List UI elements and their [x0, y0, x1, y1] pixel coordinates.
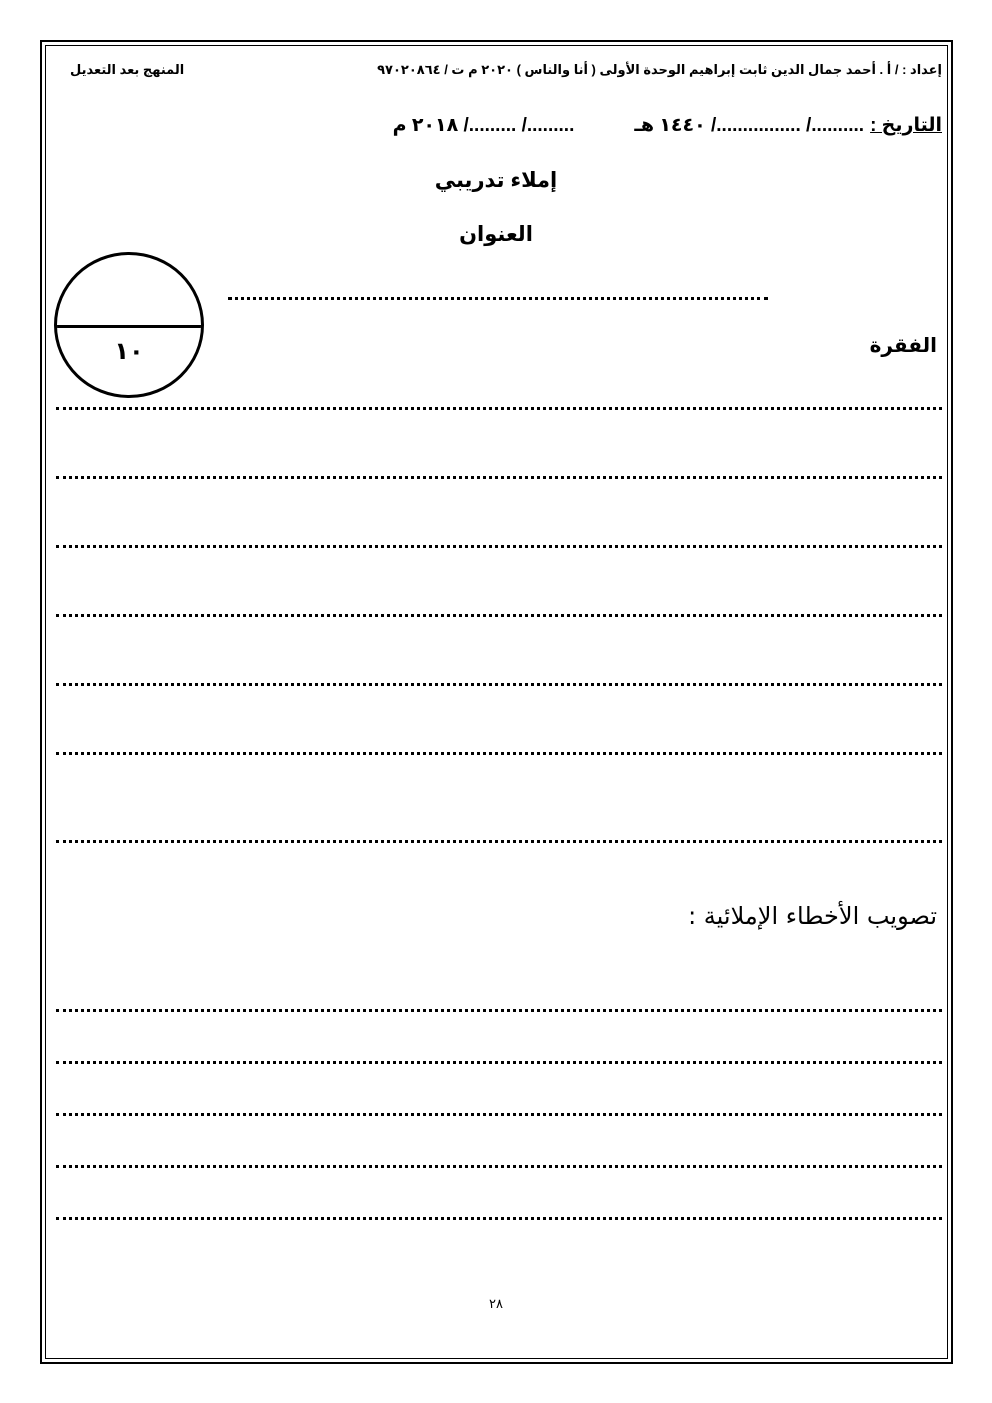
header-prepared-by: إعداد : / أ . أحمد جمال الدين ثابت إبراهيم الوحدة الأولى ( أنا والناس ) ٢٠٢٠ م ت / ٩٧٠٢٠٨٦٤ — [377, 62, 942, 77]
date-line — [393, 114, 942, 137]
paragraph-writing-line[interactable] — [56, 407, 942, 410]
grade-divider — [57, 325, 201, 328]
date-hijri-field[interactable]: ........../ ................/ ١٤٤٠ هـ — [634, 115, 865, 136]
paragraph-writing-line[interactable] — [56, 476, 942, 479]
paragraph-writing-line[interactable] — [56, 683, 942, 686]
paragraph-writing-line[interactable] — [56, 752, 942, 755]
date-label: التاريخ : — [870, 115, 942, 136]
worksheet-subtitle: العنوان — [459, 223, 533, 246]
paragraph-writing-line[interactable] — [56, 614, 942, 617]
corrections-label: تصويب الأخطاء الإملائية : — [688, 902, 937, 930]
grade-total: ١٠ — [114, 338, 144, 365]
corrections-writing-line[interactable] — [56, 1009, 942, 1012]
title-answer-line[interactable] — [228, 283, 768, 300]
worksheet-title: إملاء تدريبي — [434, 169, 558, 192]
header-curriculum-note: المنهج بعد التعديل — [70, 62, 185, 77]
page-number: ٢٨ — [489, 1296, 503, 1311]
corrections-writing-line[interactable] — [56, 1165, 942, 1168]
grade-circle — [54, 252, 204, 398]
paragraph-writing-line[interactable] — [56, 840, 942, 843]
paragraph-writing-line[interactable] — [56, 545, 942, 548]
date-gregorian-field[interactable]: ........./ ........./ ٢٠١٨ م — [392, 115, 575, 136]
corrections-writing-line[interactable] — [56, 1061, 942, 1064]
paragraph-label: الفقرة — [869, 335, 937, 357]
corrections-writing-line[interactable] — [56, 1113, 942, 1116]
corrections-writing-line[interactable] — [56, 1217, 942, 1220]
